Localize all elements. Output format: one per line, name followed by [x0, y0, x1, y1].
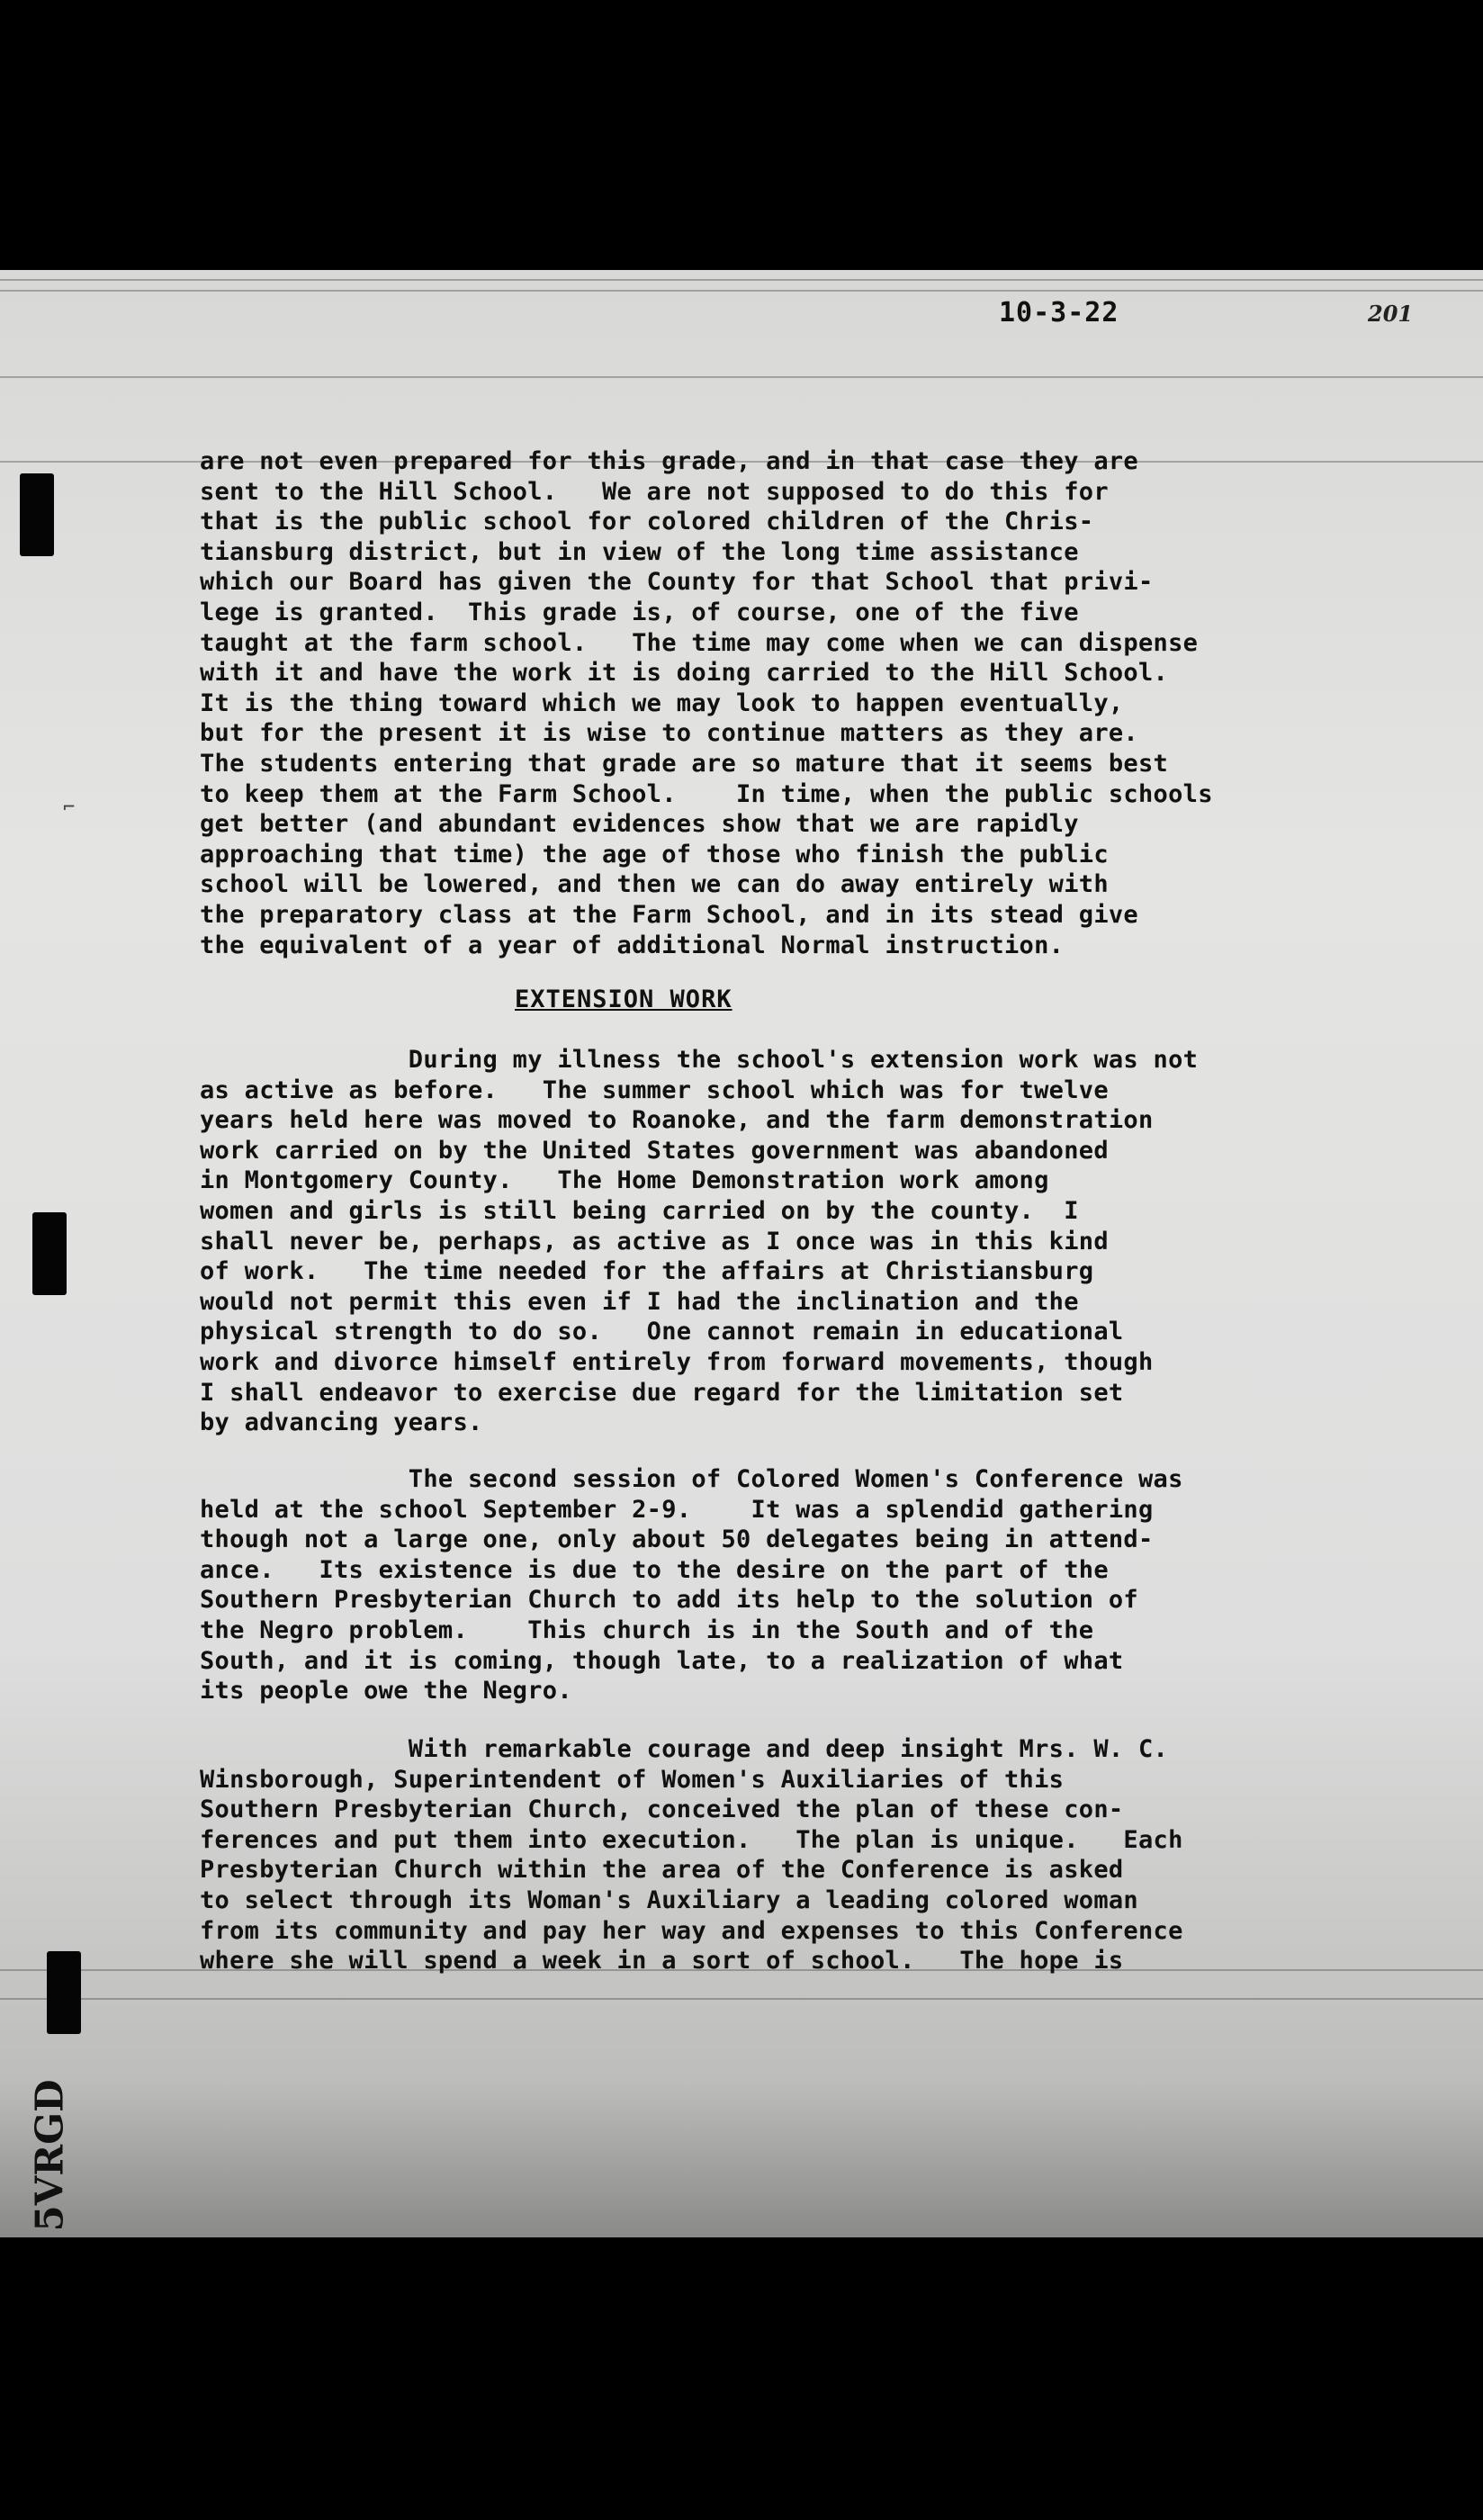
paragraph-4: With remarkable courage and deep insight Mrs. W. C. Winsborough, Superintendent of Women's Auxiliaries of this Southern Presbyterian Church, conceived the plan of these con- ferences and put them into execution. The plan is unique. Each Presbyterian Church within the area of the Conference is asked to select through its Woman's Auxiliary a leading colored woman from its community and pay her way and expenses to this Conference where she will spend a week in a sort of school. The hope is [200, 1735, 1183, 1976]
ruled-line [0, 1998, 1483, 2000]
margin-mark: ⌐ [63, 796, 76, 819]
page-number: 201 [1368, 301, 1414, 327]
paragraph-1: are not even prepared for this grade, and in that case they are sent to the Hill School. We are not supposed to do this for that is the public school for colored children of the Chris- tiansburg district, but in view of the long time assistance which our Board has given the County for that School that privi- lege is granted. This grade is, of course, one of the five taught at the farm school. The time may come when we can dispense with it and have the work it is doing carried to the Hill School. It is the thing toward which we may look to happen eventually, but for the present it is wise to continue matters as they are. The students entering that grade are so mature that it seems best to keep them at the Farm School. In time, when the public schools get better (and abundant evidences show that we are rapidly approaching that time) the age of those who finish the public school will be lowered, and then we can do away entirely with the preparatory class at the Farm School, and in its stead give the equivalent of a year of additional Normal instruction. [200, 447, 1213, 959]
paragraph-2: During my illness the school's extension work was not as active as before. The summer school which was for twelve years held here was moved to Roanoke, and the farm demonstration work carried on by the United States government was abandoned in Montgomery County. The Home Demonstration work among women and girls is still being carried on by the county. I shall never be, perhaps, as active as I once was in this kind of work. The time needed for the affairs at Christiansburg would not permit this even if I had the inclination and the physical strength to do so. One cannot remain in educational work and divorce himself entirely from forward movements, though I shall endeavor to exercise due regard for the limitation set by advancing years. [200, 1046, 1199, 1437]
document-date: 10-3-22 [999, 297, 1119, 328]
paragraph-3: The second session of Colored Women's Conference was held at the school September 2-9. It was a splendid gathering though not a large one, only about 50 delegates being in attend- ance. Its existence is due to the desire on the part of the Southern Presbyterian Church to add its help to the solution of the Negro problem. This church is in the South and of the South, and it is coming, though late, to a realization of what its people owe the Negro. [200, 1465, 1183, 1706]
ruled-line [0, 290, 1483, 292]
section-heading: EXTENSION WORK [515, 986, 733, 1013]
binding-mark [47, 1951, 81, 2034]
document-page [0, 270, 1483, 2237]
binding-mark [20, 473, 54, 556]
archive-stamp [18, 2079, 81, 2232]
archive-stamp-text: 5VRGD [27, 2079, 72, 2232]
ruled-line [0, 376, 1483, 378]
ruled-line [0, 279, 1483, 281]
binding-mark [32, 1212, 67, 1295]
